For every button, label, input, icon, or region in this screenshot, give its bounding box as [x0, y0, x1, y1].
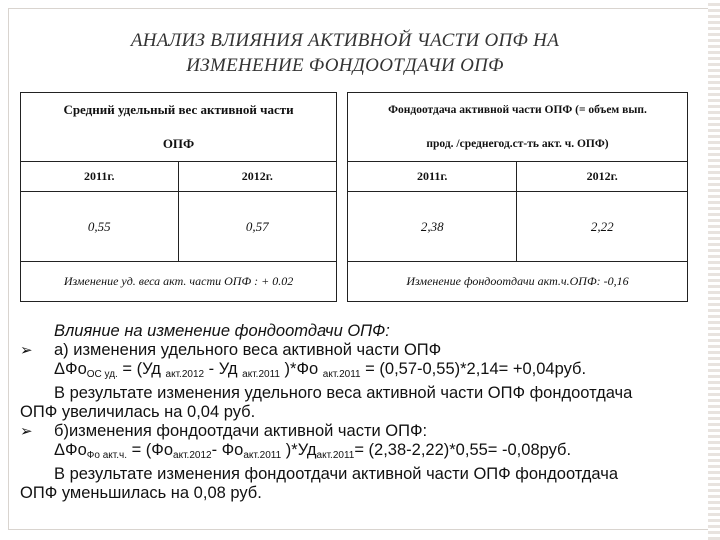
- formula-a: [20, 360, 700, 384]
- value-cell-return-2011: 2,38: [347, 192, 516, 262]
- left-header-line-1: Средний удельный вес активной части: [63, 102, 294, 117]
- formula-a-part: = (Уд: [117, 360, 166, 378]
- result-b-line-2: ОПФ уменьшилась на 0,08 руб.: [20, 484, 262, 502]
- value-cell-share-2011: 0,55: [21, 192, 179, 262]
- influence-heading: Влияние на изменение фондоотдачи ОПФ:: [54, 322, 390, 340]
- table-gap: [337, 192, 348, 262]
- value-cell-share-2012: 0,57: [178, 192, 337, 262]
- formula-b-part: )*Уд: [281, 441, 317, 459]
- right-header-line-2: прод. /среднегод.ст-ть акт. ч. ОПФ): [426, 138, 609, 150]
- bullet-item-a: [20, 341, 700, 360]
- formula-b-part: ΔФо: [54, 441, 87, 459]
- left-change-note: Изменение уд. веса акт. части ОПФ : + 0.02: [21, 262, 337, 302]
- formula-a-part: = (0,57-0,55)*2,14= +0,04руб.: [360, 360, 587, 378]
- table-gap: [337, 93, 348, 162]
- left-header-line-2: ОПФ: [162, 136, 195, 151]
- year-cell-right-2012: 2012г.: [517, 162, 688, 192]
- formula-b-part: = (2,38-2,22)*0,55= -0,08руб.: [354, 441, 572, 459]
- arrow-bullet-icon: ➢: [20, 342, 33, 359]
- page-title: [30, 28, 660, 78]
- bullet-b-text: б)изменения фондоотдачи активной части ОПФ:: [54, 422, 428, 440]
- result-b-line-1: В результате изменения фондоотдачи активной части ОПФ фондоотдача: [54, 465, 618, 483]
- left-header-cell: [21, 93, 337, 162]
- year-cell-right-2011: 2011г.: [347, 162, 516, 192]
- formula-a-part: ΔФо: [54, 360, 87, 378]
- formula-b-part: - Фо: [211, 441, 244, 459]
- analysis-text: [20, 322, 700, 503]
- table-gap: [337, 262, 348, 302]
- formula-b: [20, 441, 700, 465]
- year-cell-left-2011: 2011г.: [21, 162, 179, 192]
- formula-a-subscript: акт.2011: [242, 369, 280, 380]
- formula-b-subscript: Фо акт.ч.: [86, 450, 127, 461]
- bullet-a-text: а) изменения удельного веса активной части ОПФ: [54, 341, 442, 359]
- right-header-line-1: Фондоотдача активной части ОПФ (= объем вып.: [388, 104, 647, 116]
- result-a-line-1: В результате изменения удельного веса активной части ОПФ фондоотдача: [54, 384, 633, 402]
- right-change-note: Изменение фондоотдачи акт.ч.ОПФ: -0,16: [347, 262, 687, 302]
- decorative-stripe: [708, 0, 720, 540]
- formula-b-subscript: акт.2012: [173, 450, 212, 461]
- title-line-1: АНАЛИЗ ВЛИЯНИЯ АКТИВНОЙ ЧАСТИ ОПФ НА: [130, 30, 560, 51]
- formula-a-subscript: акт.2011: [322, 369, 361, 380]
- bullet-item-b: [20, 422, 700, 441]
- value-cell-return-2012: 2,22: [517, 192, 688, 262]
- table-gap: [337, 162, 348, 192]
- result-a-line-2: ОПФ увеличилась на 0,04 руб.: [20, 403, 256, 421]
- title-line-2: ИЗМЕНЕНИЕ ФОНДООТДАЧИ ОПФ: [186, 55, 504, 76]
- formula-a-subscript: акт.2012: [165, 369, 205, 380]
- formula-a-part: - Уд: [204, 360, 243, 378]
- formula-b-subscript: акт.2011: [316, 450, 355, 461]
- right-header-cell: [347, 93, 687, 162]
- year-cell-left-2012: 2012г.: [178, 162, 337, 192]
- formula-a-subscript: ОС уд.: [86, 369, 118, 380]
- formula-b-subscript: акт.2011: [243, 450, 282, 461]
- arrow-bullet-icon: ➢: [20, 423, 33, 440]
- formula-b-part: = (Фо: [126, 441, 174, 459]
- analysis-table: [20, 92, 688, 302]
- formula-a-part: )*Фо: [279, 360, 323, 378]
